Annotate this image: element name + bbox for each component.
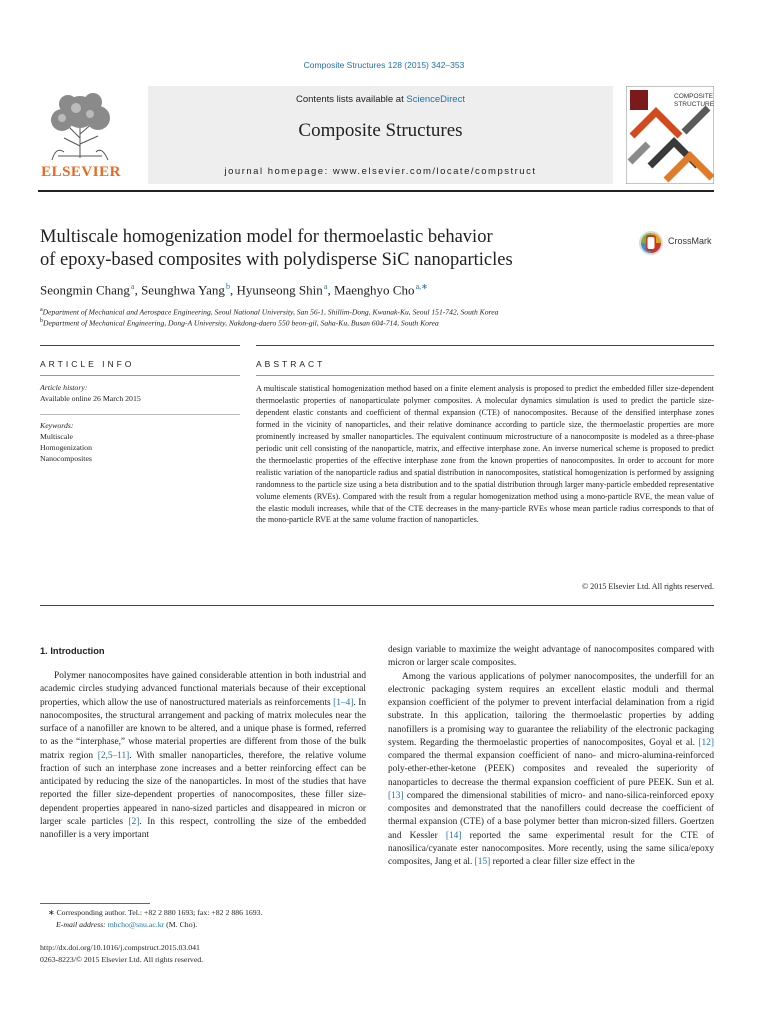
- citation-link[interactable]: [14]: [445, 830, 462, 841]
- affiliation-text: Department of Mechanical and Aerospace Engineering, Seoul National University, San 56-1, Shillim-Dong, Kwanak-Ku, Seoul 151-742, South Korea: [42, 307, 499, 317]
- cover-title-line2: STRUCTURES: [674, 101, 714, 108]
- keywords-label: Keywords:: [40, 421, 74, 430]
- contents-prefix: Contents lists available at: [296, 94, 407, 105]
- intro-paragraph: [388, 671, 714, 870]
- affiliation-a: [40, 307, 498, 317]
- journal-cover-thumbnail[interactable]: [626, 86, 714, 184]
- article-info-inner-rule: [40, 375, 240, 376]
- cover-graphic: [626, 86, 714, 184]
- affiliation-b: [40, 318, 439, 328]
- doi-link[interactable]: http://dx.doi.org/10.1016/j.compstruct.2015.03.041: [40, 943, 200, 952]
- article-title-line2: of epoxy-based composites with polydisperse SiC nanoparticles: [40, 250, 513, 270]
- sciencedirect-link[interactable]: ScienceDirect: [406, 94, 465, 105]
- keywords-rule: [40, 414, 240, 415]
- footnote-rule: [40, 903, 150, 904]
- citation-link[interactable]: [15]: [474, 857, 491, 867]
- author-name[interactable]: Seunghwa Yang: [141, 282, 225, 298]
- body-text: Among the various applications of polymer nanocomposites, the underfill for an electronic packaging system requires an excellent elastic moduli and thermal expansion coefficient of the polymer to prevent interfacial delamination from a rigid substrate. In this application, tailoring the thermoelastic properties by adding nanofillers is a promising way to guarantee the reliability of the electronic packaging system. Regarding the thermoelastic properties of nanocomposites, Goyal et al.: [388, 671, 714, 748]
- email-note: [56, 920, 197, 929]
- body-text: compared the thermal expansion coefficient of nano- and micro-alumina-reinforced poly-ether-ether-ketone (PEEK) composites and revealed the superiority of nanoparticles to decrease the thermal expansion coefficient of pure PEEK. Sun et al.: [388, 751, 714, 788]
- body-text: . In nanocomposites, the structural arrangement and packing of matrix molecules near the surface of a nanofiller are known to be altered, and a unique phase is formed, referred to as the “interphase,” whose material properties are different from those of the bulk matrix region: [40, 697, 366, 761]
- affiliation-marker[interactable]: b: [225, 282, 230, 291]
- crossmark-icon: [638, 230, 664, 256]
- article-info-top-rule: [40, 345, 240, 346]
- citation-link[interactable]: [12]: [698, 737, 714, 748]
- homepage-link[interactable]: www.elsevier.com/locate/compstruct: [332, 166, 537, 177]
- cover-title-line1: COMPOSITE: [674, 93, 714, 100]
- email-link[interactable]: mhcho@snu.ac.kr: [107, 920, 165, 929]
- author-name[interactable]: Seongmin Chang: [40, 282, 130, 298]
- body-text: Polymer nanocomposites have gained considerable attention in both industrial and academic circles studying advanced functional materials because of their exceptional properties, which allow the use of nanostructured materials as reinforcements: [40, 671, 366, 708]
- affiliation-marker[interactable]: a: [323, 282, 328, 291]
- abstract-inner-rule: [256, 375, 714, 376]
- affiliation-label: a: [40, 307, 43, 313]
- header-rule: [38, 190, 714, 192]
- body-text: . In this respect, controlling the size of the embedded nanofiller is a very important: [40, 816, 366, 840]
- author-name[interactable]: Hyunseong Shin: [236, 282, 323, 298]
- article-title-line1: Multiscale homogenization model for thermoelastic behavior: [40, 227, 493, 247]
- email-suffix: (M. Cho).: [164, 920, 198, 929]
- article-title: [40, 226, 600, 272]
- affiliation-marker[interactable]: a: [131, 282, 135, 291]
- homepage-prefix: journal homepage:: [224, 166, 333, 177]
- elsevier-wordmark: ELSEVIER: [41, 164, 121, 180]
- body-text: . With smaller nanoparticles, therefore, the relative volume fraction of such an interphase zone increases and a better reinforcing effect can be anticipated by reducing the size of the nanoparticles. In most of the studies that have reported the filler size-dependent properties of nanocomposites, these filler size-dependent properties appeared in nano-sized particles and disappeared in micron or larger scale particles: [40, 750, 367, 827]
- citation-link[interactable]: [1–4]: [333, 697, 354, 708]
- keyword-item: Multiscale: [40, 432, 73, 441]
- affiliation-text: Department of Mechanical Engineering, Dong-A University, Nakdong-daero 550 beon-gil, Saha-Ku, Busan 604-714, South Korea: [43, 318, 439, 328]
- citation-link[interactable]: [2,5–11]: [97, 750, 130, 761]
- body-text: compared the dimensional stabilities of micro- and nano-silica-reinforced epoxy composites and demonstrated that the nanofillers could decrease the coefficient of thermal expansion (CTE) of a base polymer better than micron-sized fillers. Goertzen and Kessler: [388, 790, 714, 841]
- article-history-value: Available online 26 March 2015: [40, 394, 141, 403]
- abstract-copyright: © 2015 Elsevier Ltd. All rights reserved.: [581, 582, 714, 591]
- intro-right-column: [388, 644, 714, 869]
- email-label: E-mail address:: [56, 920, 108, 929]
- citation-link[interactable]: [13]: [388, 790, 404, 801]
- abstract-text: A multiscale statistical homogenization method based on a finite element analysis is proposed to predict the embedded filler size-dependent thermoelastic properties of nanoparticulate polymer composites. A molecular dynamics simulation is used to predict the particle size-dependent elastic constants and coefficient of thermal expansion (CTE) of nanocomposites. Because of the densified interphase zones formed in the vicinity of nanoparticles, and their relative dominance according to particle size, the thermoelastic properties are more prominently increased by smaller nanoparticles. The equivalent continuum microstructure of a nanocomposite is modeled as a three-phase periodic unit cell consisting of the nanoparticle, matrix, and effective interphase zone. An inverse numerical scheme is proposed to predict the thermoelastic properties of the effective interphase zone from the known properties of nanocomposites. In order to account for more realistic variation of the nanoparticle radius and spatial distribution in nanocomposites, statistical homogenization is performed by assigning randomness to the particle size using a beta distribution and to the spatial distribution through larger many-particle embedded representative volume elements (RVEs). Compared with the result from a regular homogenization method using a mono-particle RVE, the mean value of the elastic moduli increases, while that of the CTE decreases in the many-particle RVEs whose mean particle radius corresponds to that of the mono-particle RVE at the same volume fraction of nanoparticles.: [256, 384, 714, 525]
- crossmark-badge[interactable]: [638, 230, 718, 256]
- abstract-bottom-rule: [40, 605, 714, 606]
- abstract-top-rule: [256, 345, 714, 346]
- keyword-item: Homogenization: [40, 443, 92, 452]
- affiliation-marker[interactable]: a,∗: [415, 282, 428, 291]
- article-history-label: Article history:: [40, 383, 88, 392]
- body-text: reported a clear filler size effect in the: [490, 857, 635, 867]
- corresponding-author-note: ∗ Corresponding author. Tel.: +82 2 880 1693; fax: +82 2 886 1693.: [48, 908, 263, 917]
- contents-line: [148, 94, 613, 105]
- journal-name: Composite Structures: [298, 120, 463, 141]
- intro-paragraph: [40, 670, 366, 842]
- journal-homepage-line: [148, 166, 613, 177]
- section-heading-introduction: 1. Introduction: [40, 646, 105, 656]
- body-text: reported the same experimental result for the CTE of nanosilica/cyanate ester nanocomposites. More recently, using the same silica/epoxy composites, Jang et al.: [388, 830, 714, 867]
- intro-left-column: [40, 670, 366, 842]
- abstract-heading: ABSTRACT: [256, 359, 326, 369]
- citation-link[interactable]: [2]: [128, 816, 140, 827]
- intro-paragraph-continued: design variable to maximize the weight advantage of nanocomposites compared with micron or larger scale composites.: [388, 645, 714, 669]
- author-name[interactable]: Maenghyo Cho: [333, 282, 415, 298]
- issn-copyright: 0263-8223/© 2015 Elsevier Ltd. All rights reserved.: [40, 955, 204, 964]
- keyword-item: Nanocomposites: [40, 454, 92, 463]
- author-list: Seongmin Chang $^a$, Seunghwa Yang $^b$, Hyunseong Shin $^a$, Maenghyo Cho $^{a,∗}$: [40, 282, 428, 298]
- crossmark-label: CrossMark: [668, 236, 712, 246]
- article-info-heading: ARTICLE INFO: [40, 359, 135, 369]
- affiliation-label: b: [40, 318, 43, 324]
- journal-reference-link[interactable]: Composite Structures 128 (2015) 342–353: [303, 60, 465, 70]
